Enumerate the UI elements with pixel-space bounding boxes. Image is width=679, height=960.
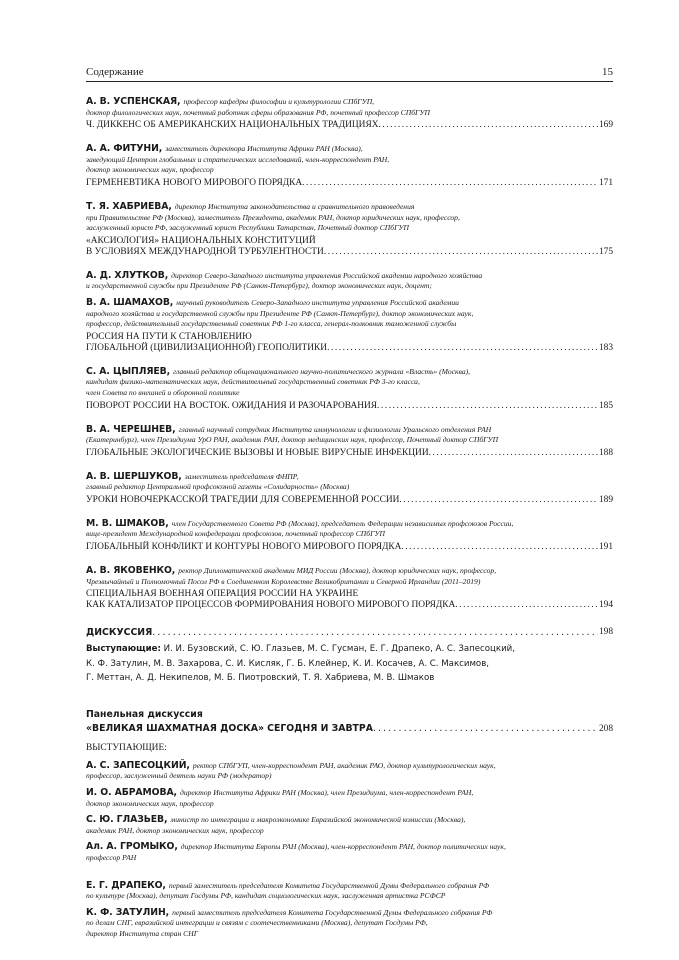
panel-title: «ВЕЛИКАЯ ШАХМАТНАЯ ДОСКА» СЕГОДНЯ И ЗАВТРА — [86, 722, 373, 734]
discussion-section — [86, 627, 613, 686]
panel-page: 208 — [598, 723, 613, 734]
panel-discussion-section — [86, 708, 613, 940]
dot-leader — [378, 120, 597, 131]
author-affiliation: заместитель председателя ФНПР, — [184, 471, 299, 481]
author-block — [86, 364, 613, 399]
title-line: ГЛОБАЛЬНЫЕ ЭКОЛОГИЧЕСКИЕ ВЫЗОВЫ И НОВЫЕ ВИРУСНЫЕ ИНФЕКЦИИ — [86, 447, 429, 458]
panel-speaker — [86, 907, 613, 940]
panel-label: Панельная дискуссия — [86, 708, 203, 720]
toc-line[interactable] — [86, 343, 613, 354]
author-affiliation: при Правительстве РФ (Москва), заместитель Президента, академик РАН, доктор юридических наук, профессор, — [86, 212, 460, 222]
author-name: С. А. ЦЫПЛЯЕВ, — [86, 365, 171, 377]
title-line: СПЕЦИАЛЬНАЯ ВОЕННАЯ ОПЕРАЦИЯ РОССИИ НА УКРАИНЕ — [86, 589, 359, 600]
panel-speakers-heading: ВЫСТУПАЮЩИЕ: — [86, 742, 167, 753]
toc-entry — [86, 94, 613, 131]
dot-leader — [324, 247, 598, 258]
title-line: ГЛОБАЛЬНОЙ (ЦИВИЛИЗАЦИОННОЙ) ГЕОПОЛИТИКИ — [86, 342, 328, 353]
toc-page — [86, 66, 613, 939]
author-block — [86, 787, 613, 809]
author-name: М. В. ШМАКОВ, — [86, 517, 169, 529]
author-block — [86, 94, 613, 118]
article-page: 169 — [598, 120, 613, 131]
author-affiliation: кандидат физико-математических наук, действительный государственный советник РФ 3-го класса, — [86, 377, 420, 387]
dot-leader — [152, 627, 598, 638]
article-page: 189 — [598, 494, 613, 505]
title-line: РОССИЯ НА ПУТИ К СТАНОВЛЕНИЮ — [86, 331, 252, 342]
dot-leader — [455, 600, 598, 611]
author-name: А. А. ФИТУНИ, — [86, 143, 163, 155]
author-affiliation: член Государственного Совета РФ (Москва), председатель Федерации независимых профсоюзов России, — [171, 518, 514, 528]
author-block — [86, 563, 613, 587]
author-affiliation: доктор экономических наук, профессор — [86, 165, 214, 175]
author-affiliation: директор Института стран СНГ — [86, 928, 199, 938]
author-block — [86, 907, 613, 940]
speakers-line: Г. Меттан, А. Д. Некипелов, М. Б. Пиотровский, Т. Я. Хабриева, М. В. Шмаков — [86, 673, 435, 684]
author-name: А. С. ЗАПЕСОЦКИЙ, — [86, 759, 190, 771]
title-line: ГЛОБАЛЬНЫЙ КОНФЛИКТ И КОНТУРЫ НОВОГО МИРОВОГО ПОРЯДКА — [86, 542, 402, 553]
author-affiliation: министр по интеграции и макроэкономике Евразийской экономической комиссии (Москва), — [170, 815, 466, 825]
author-affiliation: заведующий Центром глобальных и стратегических исследований, член-корреспондент РАН, — [86, 154, 390, 164]
speakers-line: К. Ф. Затулин, М. В. Захарова, С. И. Кисляк, Г. Б. Клейнер, К. И. Косачев, А. С. Максимов, — [86, 658, 489, 669]
author-block — [86, 469, 613, 493]
article-page: 175 — [598, 246, 613, 257]
author-affiliation: народного хозяйства и государственной службы при Президенте РФ (Санкт-Петербург), доктор экономических наук, — [86, 308, 474, 318]
toc-line[interactable] — [86, 600, 613, 611]
article-title — [86, 178, 613, 189]
article-title — [86, 542, 613, 553]
dot-leader — [401, 542, 598, 553]
author-block — [86, 422, 613, 446]
article-title — [86, 495, 613, 506]
toc-line[interactable] — [86, 448, 613, 459]
author-affiliation: главный редактор Центральной профсоюзной газеты «Солидарность» (Москва) — [86, 482, 350, 492]
article-title — [86, 236, 613, 258]
dot-leader — [377, 401, 598, 412]
author-block — [86, 295, 613, 330]
title-line: УРОКИ НОВОЧЕРКАССКОЙ ТРАГЕДИИ ДЛЯ СОВЕРЕМЕННОЙ РОССИИ — [86, 494, 400, 505]
dot-leader — [302, 178, 598, 189]
title-line: В УСЛОВИЯХ МЕЖДУНАРОДНОЙ ТУРБУЛЕНТНОСТИ — [86, 246, 324, 257]
dot-leader — [373, 722, 598, 736]
author-affiliation: ректор Дипломатической академии МИД России (Москва), доктор юридических наук, профессор, — [178, 566, 497, 576]
toc-entry — [86, 141, 613, 189]
author-affiliation: директор Института Африки РАН (Москва), член Президиума, член-корреспондент РАН, — [179, 787, 474, 797]
author-affiliation: директор Института Европы РАН (Москва), член-корреспондент РАН, доктор политических наук, — [180, 842, 506, 852]
toc-line[interactable] — [86, 542, 613, 553]
toc-line[interactable] — [86, 401, 613, 412]
author-affiliation: член Совета по внешней и оборонной политике — [86, 387, 240, 397]
author-name: В. А. ШАМАХОВ, — [86, 296, 174, 308]
author-affiliation: профессор кафедры философии и культурологии СПбГУП, — [183, 97, 375, 106]
author-name: А. В. ЯКОВЕНКО, — [86, 565, 176, 577]
panel-speaker — [86, 880, 613, 902]
panel-speaker — [86, 841, 613, 863]
toc-entry — [86, 199, 613, 258]
author-affiliation: главный редактор общенационального научно-политического журнала «Власть» (Москва), — [173, 366, 471, 376]
title-line: «АКСИОЛОГИЯ» НАЦИОНАЛЬНЫХ КОНСТИТУЦИЙ — [86, 235, 316, 246]
author-name: А. В. ШЕРШУКОВ, — [86, 470, 182, 482]
toc-line[interactable] — [86, 247, 613, 258]
page-number: 15 — [602, 66, 613, 78]
author-affiliation: и государственной службы при Президенте РФ (Санкт-Петербург), доктор экономических наук, доцент; — [86, 281, 432, 291]
dot-leader — [429, 448, 598, 459]
toc-line[interactable] — [86, 120, 613, 131]
author-block — [86, 814, 613, 836]
title-line: КАК КАТАЛИЗАТОР ПРОЦЕССОВ ФОРМИРОВАНИЯ НОВОГО МИРОВОГО ПОРЯДКА — [86, 600, 456, 611]
author-block — [86, 516, 613, 540]
author-name: К. Ф. ЗАТУЛИН, — [86, 906, 170, 918]
author-affiliation: директор Северо-Западного института управления Российской академии народного хозяйства — [171, 270, 483, 280]
running-header — [86, 66, 613, 82]
author-affiliation: Чрезвычайный и Полномочный Посол РФ в Соединенном Королевстве Великобритании и Северной Ирландии (2011–2019) — [86, 576, 481, 586]
panel-speaker — [86, 814, 613, 836]
author-affiliation: академик РАН, доктор экономических наук, профессор — [86, 825, 264, 835]
author-affiliation: доктор экономических наук, профессор — [86, 798, 214, 808]
speakers-label: Выступающие: — [86, 644, 161, 655]
dot-leader — [327, 343, 598, 354]
panel-speaker — [86, 760, 613, 782]
title-line: ГЕРМЕНЕВТИКА НОВОГО МИРОВОГО ПОРЯДКА — [86, 177, 303, 188]
discussion-speakers — [86, 642, 613, 686]
article-title — [86, 448, 613, 459]
title-line: Ч. ДИККЕНС ОБ АМЕРИКАНСКИХ НАЦИОНАЛЬНЫХ ТРАДИЦИЯХ — [86, 120, 379, 131]
discussion-title: ДИСКУССИЯ — [86, 627, 153, 639]
article-page: 194 — [598, 600, 613, 611]
author-affiliation: первый заместитель председателя Комитета Государственной Думы Федерального собрания РФ — [168, 880, 490, 890]
article-title — [86, 120, 613, 131]
author-affiliation: главный научный сотрудник Института иммунологии и физиологии Уральского отделения РАН — [178, 424, 492, 434]
author-name: А. В. УСПЕНСКАЯ, — [86, 96, 181, 107]
discussion-toc-line[interactable] — [86, 627, 613, 638]
panel-toc-line[interactable] — [86, 722, 613, 736]
author-affiliation: по культуре (Москва), депутат Госдумы РФ, кандидат социологических наук, заслуженная артистка РСФСР — [86, 891, 446, 901]
author-block — [86, 880, 613, 902]
author-name: Ал. А. ГРОМЫКО, — [86, 841, 178, 853]
author-block — [86, 841, 613, 863]
article-title — [86, 332, 613, 354]
author-name: Т. Я. ХАБРИЕВА, — [86, 200, 172, 212]
toc-entry — [86, 563, 613, 611]
article-title — [86, 589, 613, 611]
author-name: В. А. ЧЕРЕШНЕВ, — [86, 423, 176, 435]
toc-entry — [86, 268, 613, 354]
discussion-page: 198 — [598, 627, 613, 638]
author-block — [86, 760, 613, 782]
toc-line[interactable] — [86, 495, 613, 506]
article-page: 185 — [598, 400, 613, 411]
author-name: С. Ю. ГЛАЗЬЕВ, — [86, 814, 168, 826]
toc-entry — [86, 469, 613, 506]
author-affiliation: директор Института законодательства и сравнительного правоведения — [174, 201, 415, 211]
toc-entry — [86, 422, 613, 459]
author-affiliation: первый заместитель председателя Комитета Государственной Думы Федерального собрания РФ — [172, 907, 493, 917]
author-affiliation: заслуженный юрист РФ, заслуженный юрист Республики Татарстан, Почетный доктор СПбГУП — [86, 223, 409, 233]
author-block — [86, 268, 613, 292]
author-affiliation: доктор филологических наук, почетный работник сферы образования РФ, почетный профессор СПбГУП — [86, 107, 430, 117]
speakers-line: И. И. Бузовский, С. Ю. Глазьев, М. С. Гусман, Е. Г. Драпеко, А. С. Запесоцкий, — [163, 644, 515, 655]
title-line: ПОВОРОТ РОССИИ НА ВОСТОК. ОЖИДАНИЯ И РАЗОЧАРОВАНИЯ — [86, 400, 378, 411]
article-page: 188 — [598, 447, 613, 458]
author-name: И. О. АБРАМОВА, — [86, 786, 177, 798]
author-affiliation: профессор, действительный государственный советник РФ 1-го класса, генерал-полковник таможенной службы — [86, 319, 457, 329]
author-affiliation: вице-президент Международной конфедерации профсоюзов, почетный профессор СПбГУП — [86, 529, 385, 539]
author-affiliation: ректор СПбГУП, член-корреспондент РАН, академик РАО, доктор культурологических наук, — [192, 760, 496, 770]
article-page: 171 — [598, 177, 613, 188]
author-block — [86, 141, 613, 176]
author-affiliation: профессор РАН — [86, 852, 137, 862]
author-block — [86, 199, 613, 234]
author-name: А. Д. ХЛУТКОВ, — [86, 269, 169, 281]
author-name: Е. Г. ДРАПЕКО, — [86, 879, 166, 891]
article-page: 183 — [598, 342, 613, 353]
panel-speakers — [86, 760, 613, 940]
section-title: Содержание — [86, 66, 144, 78]
toc-entry — [86, 516, 613, 553]
author-affiliation: профессор, заслуженный деятель науки РФ (модератор) — [86, 771, 272, 781]
article-page: 191 — [598, 542, 613, 553]
author-affiliation: заместитель директора Института Африки РАН (Москва), — [165, 144, 363, 154]
toc-line[interactable] — [86, 178, 613, 189]
toc-entries — [86, 94, 613, 611]
author-affiliation: научный руководитель Северо-Западного института управления Российской академии — [176, 297, 459, 307]
dot-leader — [399, 495, 598, 506]
article-title — [86, 401, 613, 412]
toc-entry — [86, 364, 613, 412]
panel-speaker — [86, 787, 613, 809]
author-affiliation: (Екатеринбург), член Президиума УрО РАН, академик РАН, доктор медицинских наук, профессор, Почетный доктор СПбГУП — [86, 435, 499, 445]
author-affiliation: по делам СНГ, евразийской интеграции и связям с соотечественниками (Москва), депутат Госдумы РФ, — [86, 918, 428, 928]
